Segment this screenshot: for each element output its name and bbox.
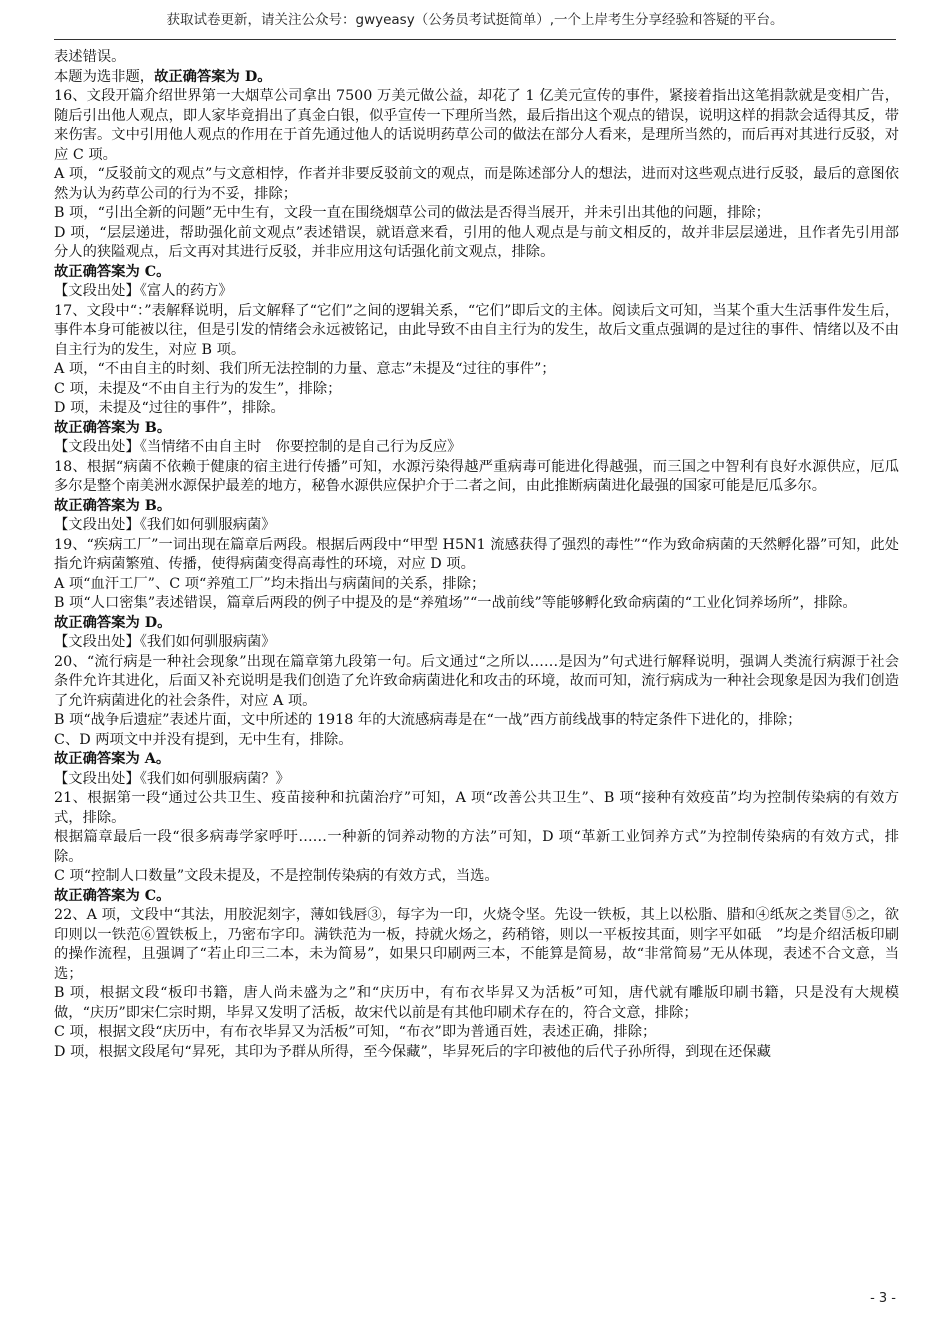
paragraph: D 项，未提及“过往的事件”，排除。 xyxy=(54,400,285,416)
paragraph-text: 本题为选非题， xyxy=(54,68,155,85)
paragraph: C、D 两项文中并没有提到，无中生有，排除。 xyxy=(54,731,353,748)
paragraph: 19、“疾病工厂”一词出现在篇章后两段。根据后两段中“甲型 H5N1 流感获得了强烈的毒性”“作为致命病菌的天然孵化器”可知，此处指允许病菌繁殖、传播，使得病菌变得高毒性的环境，对应 D 项。 xyxy=(54,536,899,572)
paragraph: A 项，“不由自主的时刻、我们所无法控制的力量、意志”未提及“过往的事件”； xyxy=(54,361,556,377)
page-header: 获取试卷更新，请关注公众号：gwyeasy（公务员考试挺简单）,一个上岸考生分享经验和答疑的平台。 xyxy=(166,12,784,28)
paragraph xyxy=(54,68,899,88)
paragraph: 22、A 项，文段中“其法，用胶泥刻字，薄如钱唇③，每字为一印，火烧令坚。先设一铁板，其上以松脂、腊和④纸灰之类冒⑤之，欲印则以一铁范⑥置铁板上，乃密布字印。满铁范为一板，持就火炀之，药稍镕，则以一平板按其面，则字平如砥 ”均是介绍活板印刷的操作流程，且强调了“若止印三二本，未为简易”，如果只印刷两三本，不能算是简易，故“非常简易”无从体现，表述不合文意，当选； xyxy=(54,907,899,982)
document-body xyxy=(54,48,899,1062)
paragraph: 21、根据第一段“通过公共卫生、疫苗接种和抗菌治疗”可知，A 项“改善公共卫生”、B 项“接种有效疫苗”均为控制传染病的有效方式，排除。 xyxy=(54,790,899,826)
paragraph: 【文段出处】《我们如何驯服病菌》 xyxy=(54,634,276,650)
paragraph: B 项，根据文段“板印书籍，唐人尚未盛为之”和“庆历中，有布衣毕昇又为活板”可知，唐代就有雕版印刷书籍，只是没有大规模做，“庆历”即宋仁宗时期，毕昇又发明了活板，故宋代以前是有其他印刷术存在的，符合文意，排除； xyxy=(54,985,899,1021)
page-number: - 3 - xyxy=(870,1291,896,1306)
paragraph: 根据篇章最后一段“很多病毒学家呼吁……一种新的饲养动物的方法”可知，D 项“革新工业饲养方式”为控制传染病的有效方式，排除。 xyxy=(54,829,899,865)
paragraph: A 项“血汗工厂”、C 项“养殖工厂”均未指出与病菌间的关系，排除； xyxy=(54,575,486,592)
paragraph: B 项，“引出全新的问题”无中生有，文段一直在围绕烟草公司的做法是否得当展开，并未引出其他的问题，排除； xyxy=(54,205,770,221)
paragraph: 【文段出处】《当情绪不由自主时 你要控制的是自己行为反应》 xyxy=(54,439,462,455)
paragraph: B 项“人口密集”表述错误，篇章后两段的例子中提及的是“养殖场”“一战前线”等能够孵化致命病菌的“工业化饲养场所”，排除。 xyxy=(54,595,857,611)
paragraph: D 项，根据文段尾句“昇死，其印为予群从所得，至今保藏”，毕昇死后的字印被他的后代子孙所得，到现在还保藏 xyxy=(54,1043,771,1060)
paragraph: 【文段出处】《我们如何驯服病菌？》 xyxy=(54,770,290,787)
paragraph: 16、文段开篇介绍世界第一大烟草公司拿出 7500 万美元做公益，却花了 1 亿美元宣传的事件，紧接着指出这笔捐款就是变相广告，随后引出他人观点，即人家毕竟捐出了真金白银，似乎宣传一下理所当然，最后指出这个观点的错误，说明这样的捐款会适得其反，带来伤害。文中引用他人观点的作用在于首先通过他人的话说明药草公司的做法在部分人看来，是理所当然的，而后再对其进行反驳，对应 C 项。 xyxy=(54,88,899,163)
answer-line: 故正确答案为 A。 xyxy=(54,751,171,767)
paragraph: B 项“战争后遗症”表述片面，文中所述的 1918 年的大流感病毒是在“一战”西方前线战事的特定条件下进化的，排除； xyxy=(54,712,802,728)
answer-line: 故正确答案为 B。 xyxy=(54,497,172,514)
paragraph: 18、根据“病菌不依赖于健康的宿主进行传播”可知，水源污染得越严重病毒可能进化得越强，而三国之中智利有良好水源供应，厄瓜多尔是整个南美洲水源保护最差的地方，秘鲁水源供应保护介于二者之间，由此推断病菌进化最强的国家可能是厄瓜多尔。 xyxy=(54,458,899,494)
answer-line: 故正确答案为 B。 xyxy=(54,419,172,436)
paragraph: C 项，根据文段“庆历中，有布衣毕昇又为活板”可知，“布衣”即为普通百姓，表述正确，排除； xyxy=(54,1024,657,1040)
paragraph: C 项“控制人口数量”文段未提及，不是控制传染病的有效方式，当选。 xyxy=(54,868,499,884)
paragraph: 【文段出处】《我们如何驯服病菌》 xyxy=(54,517,276,533)
answer-line: 故正确答案为 C。 xyxy=(54,263,171,280)
paragraph: 表述错误。 xyxy=(54,49,126,65)
answer-line: 故正确答案为 C。 xyxy=(54,887,171,904)
header-divider xyxy=(54,39,896,40)
paragraph: D 项，“层层递进，帮助强化前文观点”表述错误，就语意来看，引用的他人观点是与前文相反的，故并非层层递进，且作者先引用部分人的狭隘观点，后文再对其进行反驳，并非应用这句话强化前文观点，排除。 xyxy=(54,224,899,260)
paragraph: 20、“流行病是一种社会现象”出现在篇章第九段第一句。后文通过“之所以……是因为”句式进行解释说明，强调人类流行病源于社会条件允许其进化，后面又补充说明是我们创造了允许致命病菌进化和攻击的环境，故而可知，流行病成为一种社会现象是因为我们创造了允许病菌进化的社会条件，对应 A 项。 xyxy=(54,653,899,709)
paragraph: C 项，未提及“不由自主行为的发生”，排除； xyxy=(54,380,342,397)
answer-line: 故正确答案为 D。 xyxy=(54,614,172,631)
paragraph: 17、文段中“：”表解释说明，后文解释了“它们”之间的逻辑关系，“它们”即后文的主体。阅读后文可知，当某个重大生活事件发生后，事件本身可能被以往，但是引发的情绪会永远被铭记，由此导致不由自主行为的发生，故后文重点强调的是过往的事件、情绪以及不由自主行为的发生，对应 B 项。 xyxy=(54,302,899,358)
paragraph: 【文段出处】《富人的药方》 xyxy=(54,283,233,299)
answer-emphasis: 故正确答案为 D。 xyxy=(154,68,272,85)
paragraph: A 项，“反驳前文的观点”与文意相悖，作者并非要反驳前文的观点，而是陈述部分人的想法，进而对这些观点进行反驳，最后的意图依然为认为药草公司的行为不妥，排除； xyxy=(54,166,899,202)
